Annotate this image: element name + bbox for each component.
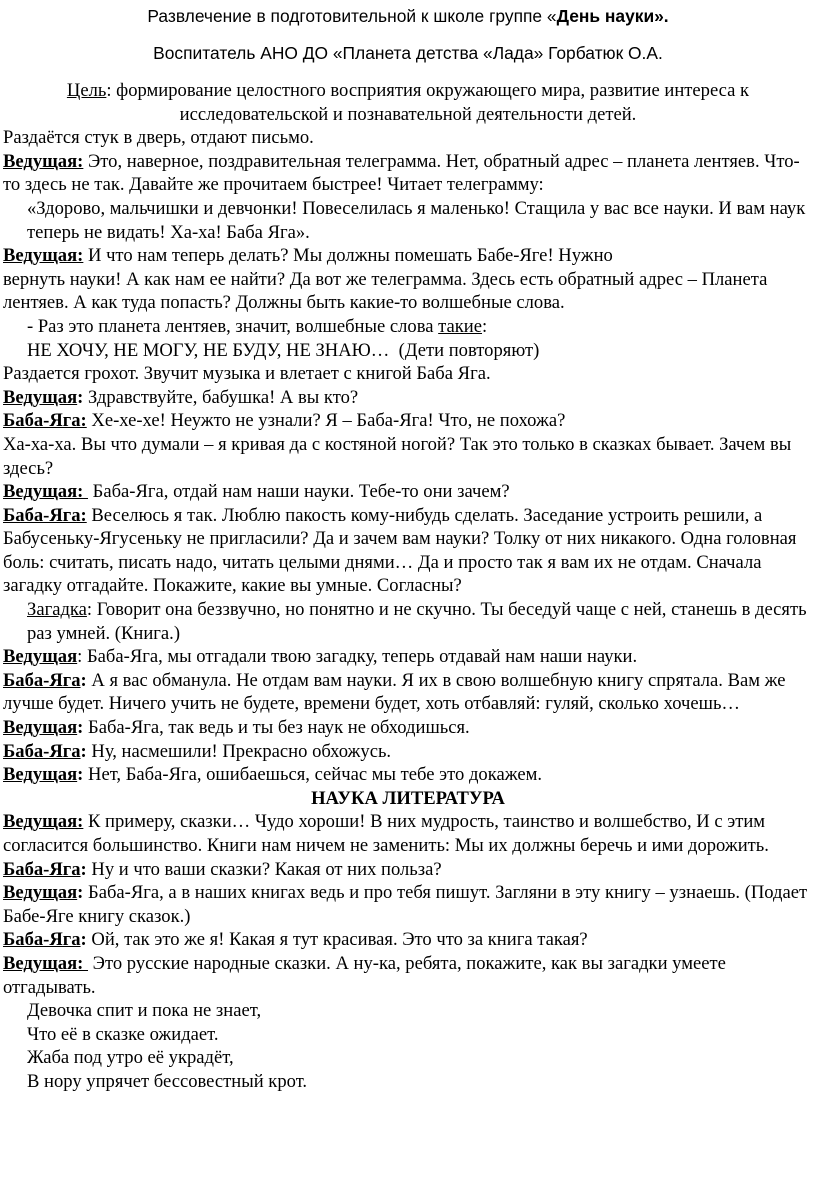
document-title [0, 4, 816, 28]
speaker-yaga: Баба-Яга [3, 669, 81, 691]
goal-label: Цель [66, 80, 107, 101]
speaker-colon: : [77, 717, 84, 739]
line-yaga-riddle-offer [0, 504, 816, 598]
speaker-colon: : [77, 764, 84, 786]
line-telegram-text: «Здорово, мальчишки и девчонки! Повеселилась я маленько! Стащила у вас все науки. И вам наук теперь не видать! Ха-ха! Баба Яга». [27, 197, 806, 243]
speaker-yaga: Баба-Яга: [3, 504, 87, 526]
speaker-colon: : [80, 929, 87, 951]
poem-line: Девочка спит и пока не знает, [27, 1000, 262, 1022]
line-text: А я вас обманула. Не отдам вам науки. Я их в свою волшебную книгу спрятала. Вам же лучше будет. Ничего учить не будете, времени будет, хоть отбавляй: гуляй, сколько хочешь… [3, 669, 786, 715]
speaker-yaga: Баба-Яга [3, 740, 81, 762]
line-text: : Говорит она беззвучно, но понятно и не скучно. Ты беседуй чаще с ней, станешь в десять раз умней. (Книга.) [27, 599, 807, 644]
line-yaga-tricked [0, 669, 816, 716]
poem-line: Что её в сказке ожидает. [27, 1023, 219, 1045]
poem-line: В нору упрячет бессовестный крот. [27, 1070, 308, 1092]
line-baba-yaga-arrives: Раздается грохот. Звучит музыка и влетает с книгой Баба Яга. [3, 363, 491, 385]
line-host-riddle-solved [0, 645, 816, 669]
line-host-give-back [0, 480, 816, 504]
line-host-riddles [0, 952, 816, 999]
line-host-prove [0, 763, 816, 787]
line-yaga-reply [0, 409, 816, 433]
line-host-fairy-tales [0, 810, 816, 857]
line-host-what-to-do-cont: вернуть науки! А как нам ее найти? Да вот же телеграмма. Здесь есть обратный адрес – Планета лентяев. А как туда попасть? Должны быть какие-то волшебные слова. [3, 268, 768, 314]
line-text: Веселюсь я так. Люблю пакость кому-нибудь сделать. Заседание устроить решили, а Бабусеньку-Ягусеньку не пригласили? Да и зачем вам науки? Толку от них никакого. Одна головная боль: считать, писать надо, читать целыми днями… Да и просто так я вам их не отдам. Сначала загадку отгадайте. Покажите, какие вы умные. Согласны? [3, 504, 797, 597]
line-text: Это русские народные сказки. А ну-ка, ребята, покажите, как вы загадки умеете отгадывать. [3, 952, 731, 998]
line-magic-words [0, 315, 816, 339]
speaker-host: Ведущая: [3, 811, 84, 833]
title-bold: День науки». [556, 6, 669, 26]
goal-text: : формирование целостного восприятия окружающего мира, развитие интереса к исследовательской и познавательной деятельности детей. [106, 80, 750, 125]
document-author: Воспитатель АНО ДО «Планета детства «Лада» Горбатюк О.А. [153, 43, 663, 63]
speaker-yaga: Баба-Яга: [3, 410, 87, 432]
line-text: К примеру, сказки… Чудо хороши! В них мудрость, таинство и волшебство, И с этим согласится большинство. Книги нам ничем не заменить: Мы их должны беречь и ими дорожить. [3, 811, 769, 856]
line-yaga-laugh [0, 740, 816, 764]
speaker-host: Ведущая: [3, 150, 84, 172]
speaker-host: Ведущая: [3, 481, 89, 503]
speaker-colon: : [80, 858, 87, 880]
line-text: Здравствуйте, бабушка! А вы кто? [83, 386, 359, 408]
line-text: Хе-хе-хе! Неужто не узнали? Я – Баба-Яга! Что, не похожа? [86, 410, 566, 432]
speaker-host: Ведущая [3, 764, 78, 786]
line-text: Ну, насмешили! Прекрасно обхожусь. [86, 740, 392, 762]
title-prefix: Развлечение в подготовительной к школе группе « [147, 6, 557, 26]
line-text: Ну и что ваши сказки? Какая от них польза? [86, 858, 442, 880]
poem-line: Жаба под утро её украдёт, [27, 1047, 234, 1069]
line-text: : [482, 315, 488, 337]
speaker-yaga: Баба-Яга [3, 929, 81, 951]
line-text: Нет, Баба-Яга, ошибаешься, сейчас мы тебе это докажем. [83, 764, 542, 786]
line-knock: Раздаётся стук в дверь, отдают письмо. [3, 127, 314, 149]
line-text: И что нам теперь делать? Мы должны помешать Бабе-Яге! Нужно [83, 245, 613, 267]
line-text: : Баба-Яга, мы отгадали твою загадку, теперь отдавай нам наши науки. [77, 646, 638, 668]
speaker-colon: : [80, 740, 87, 762]
line-riddle [0, 598, 816, 645]
speaker-colon: : [77, 386, 84, 408]
speaker-colon: : [77, 882, 84, 904]
line-text: Баба-Яга, отдай нам наши науки. Тебе-то они зачем? [88, 481, 510, 503]
line-host-no-sciences [0, 716, 816, 740]
speaker-host: Ведущая [3, 717, 78, 739]
line-text: - Раз это планета лентяев, значит, волшебные слова [27, 315, 439, 337]
speaker-host: Ведущая: [3, 952, 89, 974]
speaker-host: Ведущая: [3, 245, 84, 267]
line-host-what-to-do [0, 244, 816, 268]
speaker-host: Ведущая [3, 386, 78, 408]
line-text: Ой, так это же я! Какая я тут красивая. Это что за книга такая? [86, 929, 588, 951]
line-host-book [0, 881, 816, 928]
speaker-yaga: Баба-Яга [3, 858, 81, 880]
riddle-label: Загадка [27, 599, 87, 621]
section-heading: НАУКА ЛИТЕРАТУРА [311, 787, 505, 809]
speaker-host: Ведущая [3, 646, 78, 668]
line-yaga-what-use [0, 858, 816, 882]
line-host-greeting [0, 386, 816, 410]
line-host-telegram [0, 150, 816, 197]
line-yaga-beautiful [0, 928, 816, 952]
speaker-colon: : [80, 669, 87, 691]
line-magic-phrase: НЕ ХОЧУ, НЕ МОГУ, НЕ БУДУ, НЕ ЗНАЮ… (Дети повторяют) [27, 339, 540, 361]
line-text: Это, наверное, поздравительная телеграмма. Нет, обратный адрес – планета лентяев. Что-то здесь не так. Давайте же прочитаем быстрее! Читает телеграмму: [3, 150, 800, 196]
line-yaga-reply-cont: Ха-ха-ха. Вы что думали – я кривая да с костяной ногой? Так это только в сказках бывает. Зачем вы здесь? [3, 433, 792, 479]
line-text: Баба-Яга, а в наших книгах ведь и про тебя пишут. Загляни в эту книгу – узнаешь. (Подает Бабе-Яге книгу сказок.) [3, 882, 808, 927]
line-text: Баба-Яга, так ведь и ты без наук не обходишься. [83, 717, 470, 739]
speaker-host: Ведущая [3, 882, 78, 904]
goal-paragraph [0, 79, 816, 126]
line-text-underlined: такие [438, 315, 483, 337]
